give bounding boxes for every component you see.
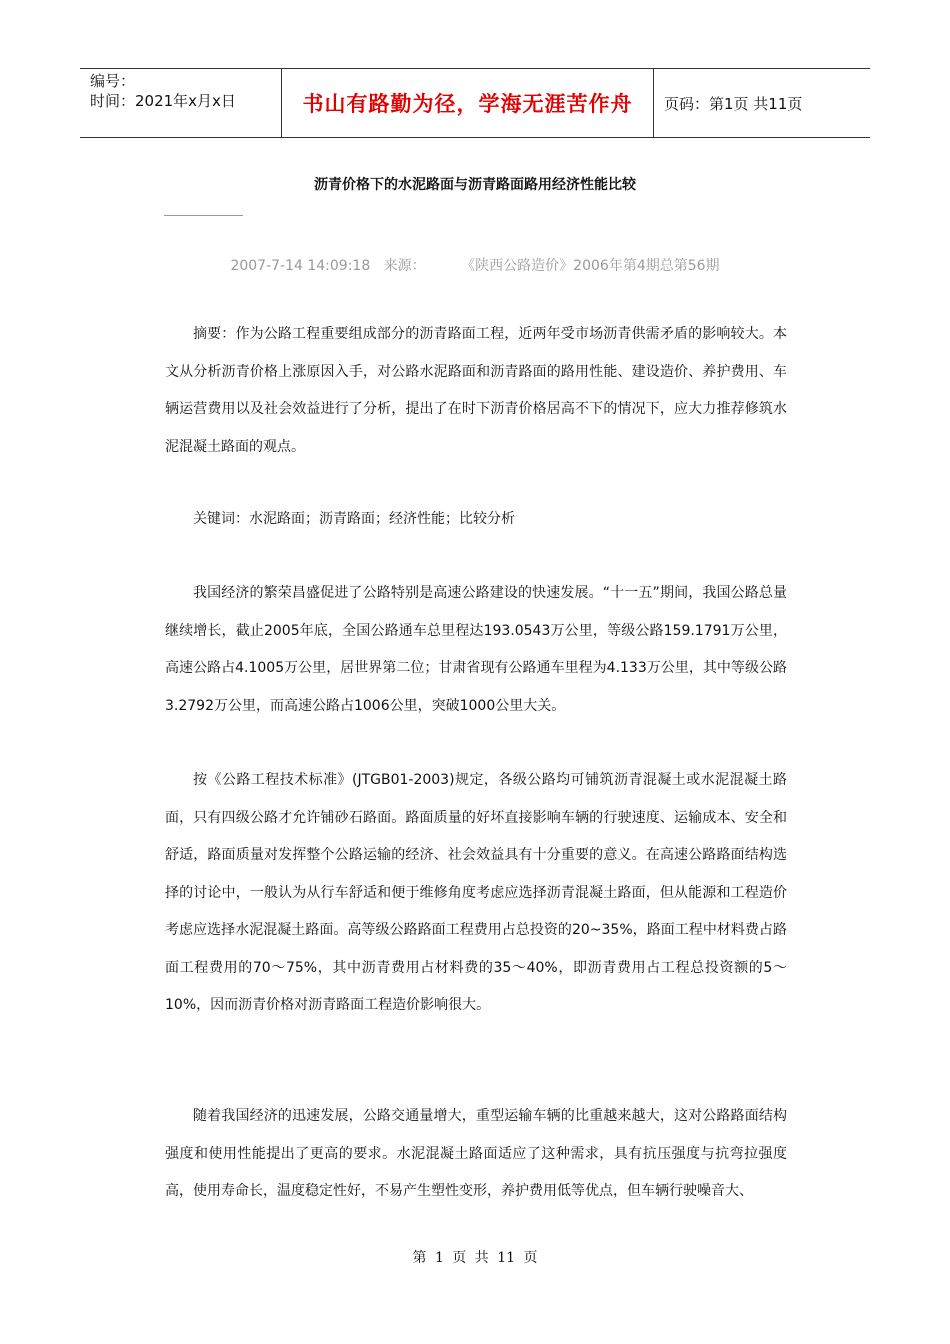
title-divider (164, 215, 243, 216)
body-paragraph-3 (165, 1098, 787, 1211)
keywords-text: 关键词：水泥路面；沥青路面；经济性能；比较分析 (193, 511, 515, 527)
keywords-paragraph (165, 501, 787, 539)
time-label: 时间：2021年x月x日 (90, 92, 236, 110)
paragraph-1-text: 我国经济的繁荣昌盛促进了公路特别是高速公路建设的快速发展。“十一五”期间，我国公路总量继续增长，截止2005年底，全国公路通车总里程达193.0543万公里，等级公路159.1791万公里，高速公路占4.1005万公里，居世界第二位；甘肃省现有公路通车里程为4.133万公里，其中等级公路3.2792万公里，而高速公路占1006公里，突破1000公里大关。 (165, 585, 787, 714)
article-meta: 2007-7-14 14:09:18 来源： 《陕西公路造价》2006年第4期总第56期 (230, 258, 720, 274)
header-page-cell (654, 69, 870, 137)
body-paragraph-2 (165, 762, 787, 1025)
body-paragraph-1 (165, 575, 787, 725)
header-left-cell (80, 69, 281, 137)
abstract-paragraph (165, 316, 787, 466)
motto-text: 书山有路勤为径，学海无涯苦作舟 (302, 92, 633, 116)
paragraph-2-text: 按《公路工程技术标准》(JTGB01-2003)规定，各级公路均可铺筑沥青混凝土或水泥混凝土路面，只有四级公路才允许铺砂石路面。路面质量的好坏直接影响车辆的行驶速度、运输成本、安全和舒适，路面质量对发挥整个公路运输的经济、社会效益具有十分重要的意义。在高速公路路面结构选择的讨论中，一般认为从行车舒适和便于维修角度考虑应选择沥青混凝土路面，但从能源和工程造价考虑应选择水泥混凝土路面。高等级公路路面工程费用占总投资的20~35%，路面工程中材料费占路面工程费用的70～75%，其中沥青费用占材料费的35～40%，即沥青费用占工程总投资额的5～10%，因而沥青价格对沥青路面工程造价影响很大。 (165, 772, 787, 1013)
number-label: 编号： (90, 72, 136, 90)
paragraph-3-text: 随着我国经济的迅速发展，公路交通量增大，重型运输车辆的比重越来越大，这对公路路面结构强度和使用性能提出了更高的要求。水泥混凝土路面适应了这种需求，具有抗压强度与抗弯拉强度高，使用寿命长，温度稳定性好，不易产生塑性变形，养护费用低等优点，但车辆行驶噪音大、 (165, 1108, 787, 1199)
abstract-text: 摘要：作为公路工程重要组成部分的沥青路面工程，近两年受市场沥青供需矛盾的影响较大。本文从分析沥青价格上涨原因入手，对公路水泥路面和沥青路面的路用性能、建设造价、养护费用、车辆运营费用以及社会效益进行了分析，提出了在时下沥青价格居高不下的情况下，应大力推荐修筑水泥混凝土路面的观点。 (165, 326, 787, 455)
article-title: 沥青价格下的水泥路面与沥青路面路用经济性能比较 (314, 177, 636, 193)
document-header (80, 68, 870, 138)
header-motto-cell (281, 69, 654, 137)
page-footer: 第 1 页 共 11 页 (412, 1250, 538, 1266)
page-code: 页码：第1页 共11页 (664, 94, 803, 113)
